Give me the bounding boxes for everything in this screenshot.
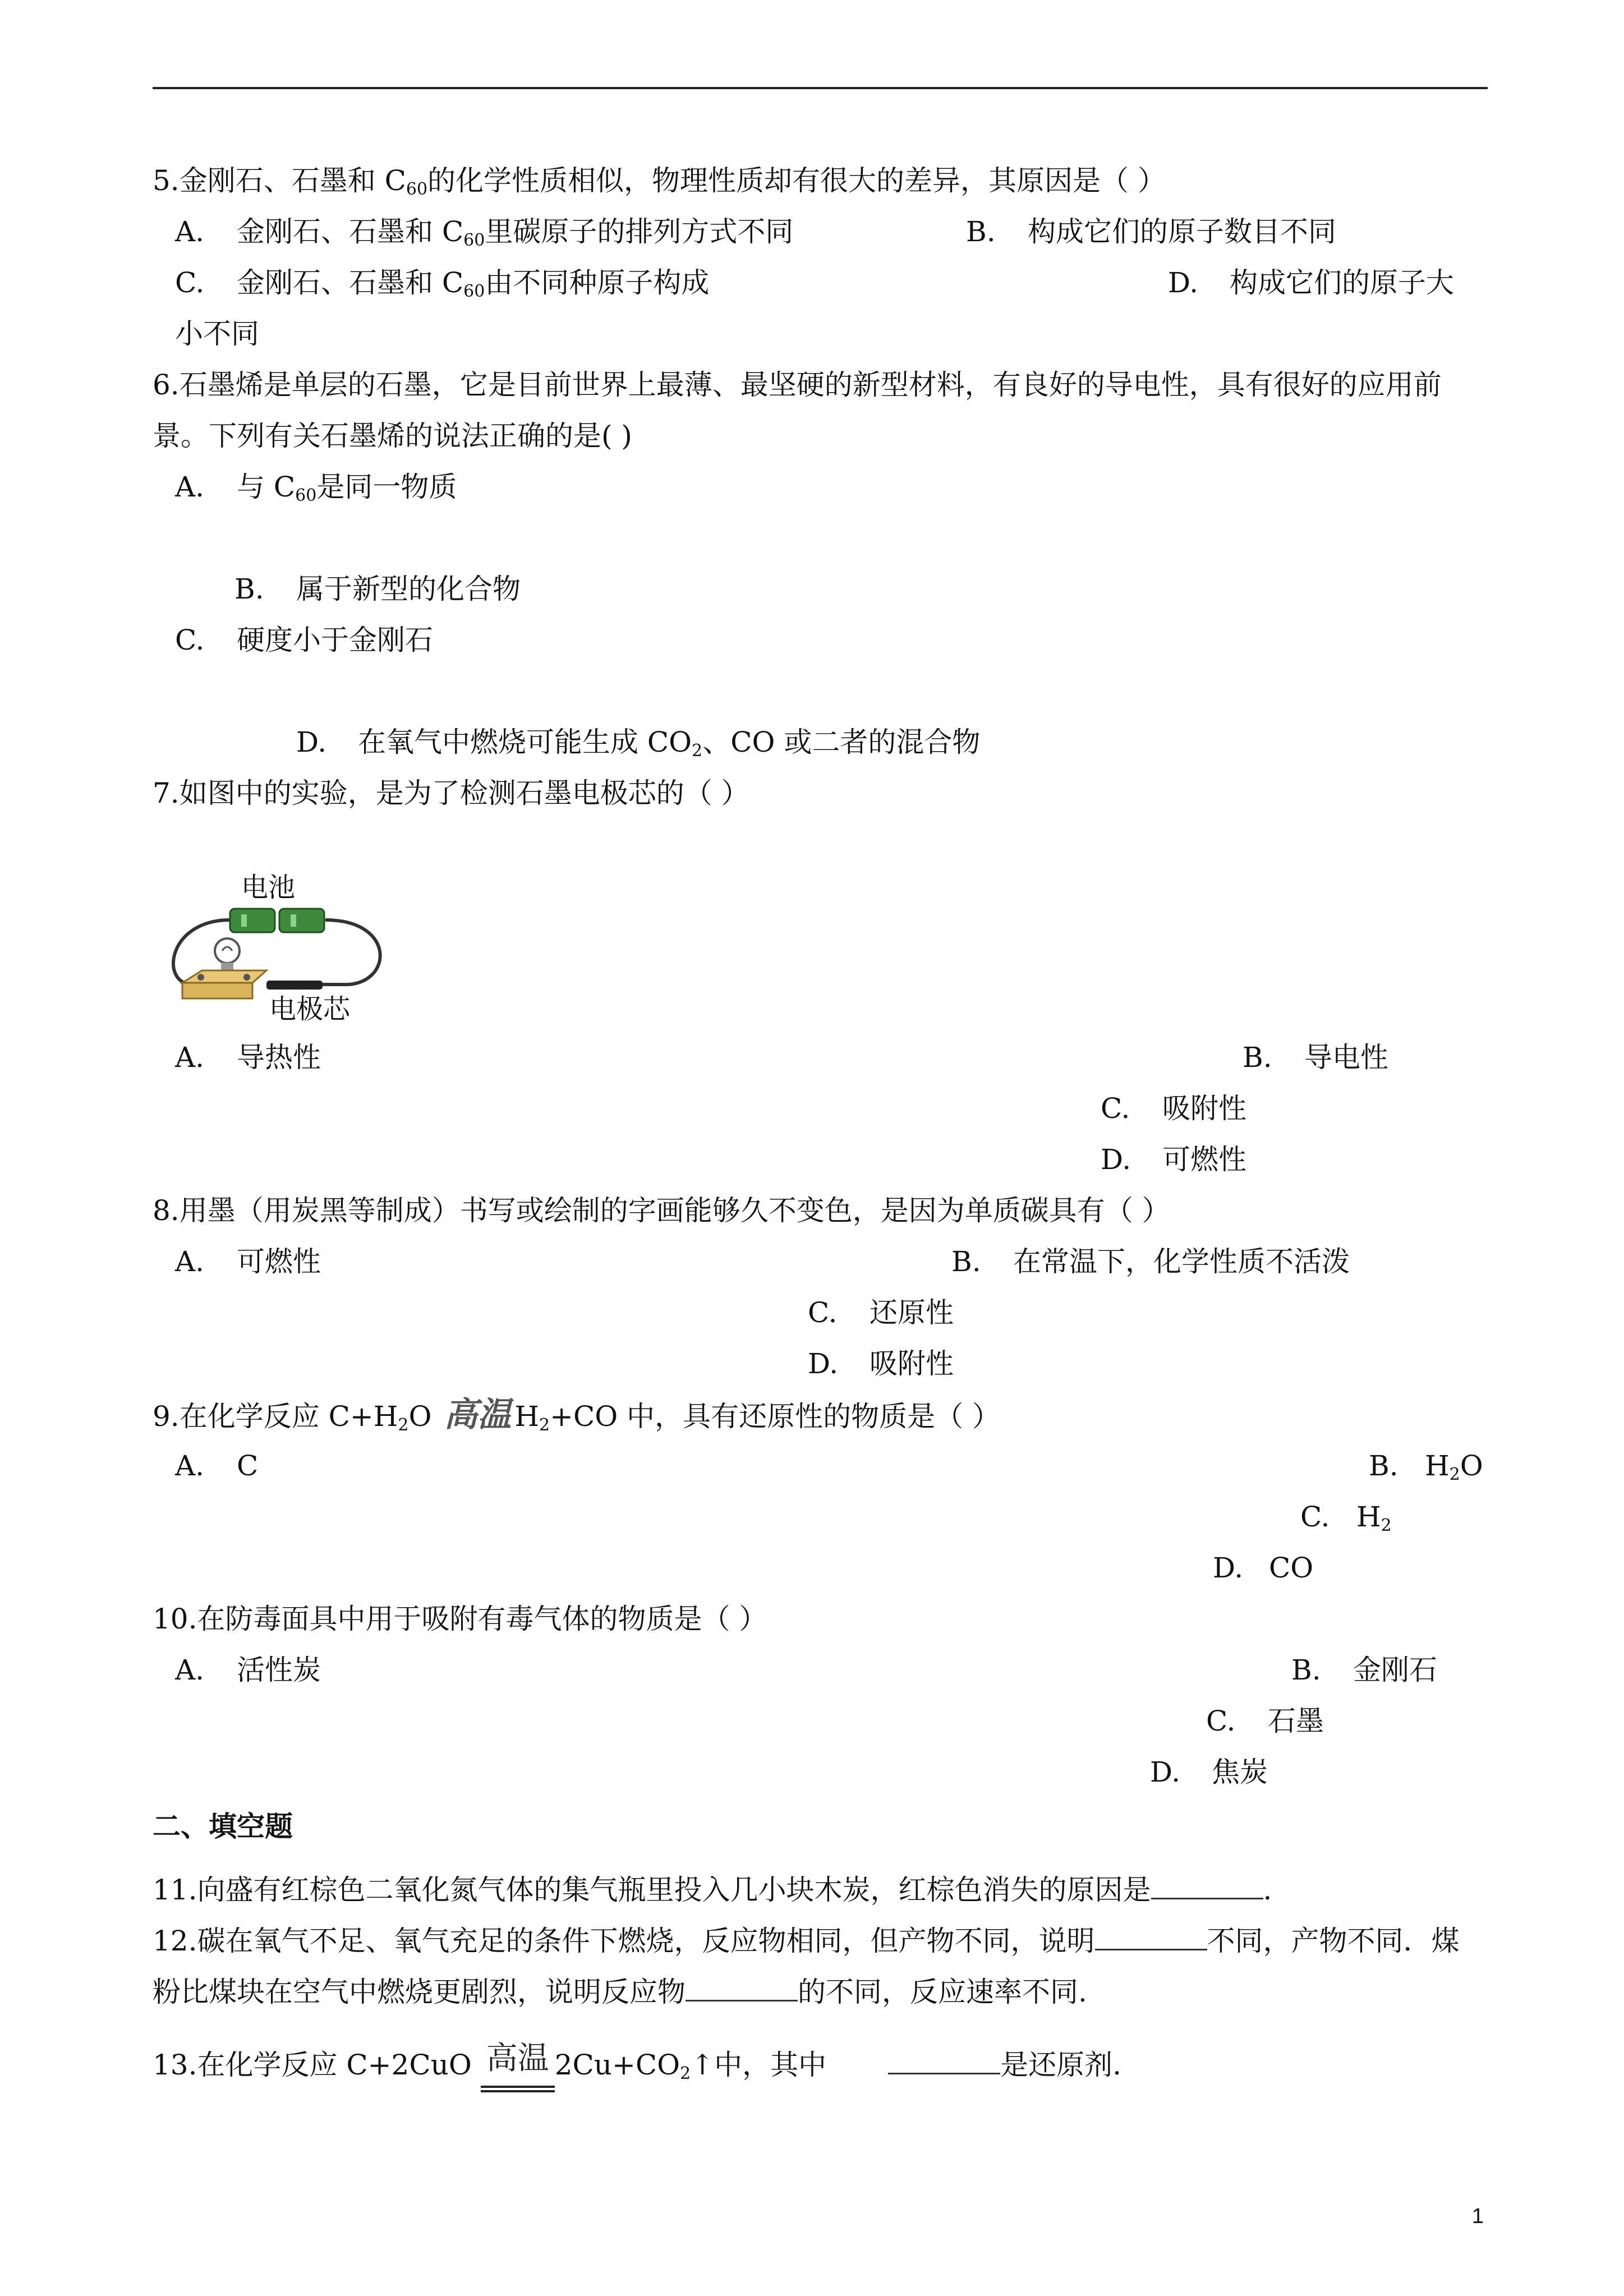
graphite-electrode-icon [266,981,323,990]
question-12-line1: 12.碳在氧气不足、氧气充足的条件下燃烧，反应物相同，但产物不同，说明 不同，产物不同．煤 [153,1925,1460,1957]
q10-option-b: B. 金刚石 [1291,1654,1437,1686]
q8-option-c: C. 还原性 [808,1296,954,1329]
electrode-label: 电极芯 [269,993,351,1021]
q6-option-b: B. 属于新型的化合物 [234,573,521,605]
q5-option-d-continued: 小不同 [175,318,259,350]
q9-option-b: B. $H_2O$ [1369,1450,1483,1484]
reaction-condition-high-temp: 高温 [444,1395,512,1434]
q9-option-a: A. C [175,1450,259,1482]
q5-option-d: D. 构成它们的原子大 [1168,266,1454,299]
question-7-stem: 7.如图中的实验，是为了检测石墨电极芯的（ ） [153,777,749,809]
section-heading-fill-in: 二、填空题 [153,1810,293,1843]
header-rule [153,87,1488,89]
q7-option-a: A. 导热性 [175,1041,321,1074]
q10-option-c: C. 石墨 [1206,1705,1324,1737]
question-11: 11.向盛有红棕色二氧化氮气体的集气瓶里投入几小块木炭，红棕色消失的原因是 . [153,1874,1272,1906]
battery-icon [230,909,324,932]
question-12-line2: 粉比煤块在空气中燃烧更剧烈，说明反应物 的不同，反应速率不同. [153,1976,1087,2008]
q7-option-b: B. 导电性 [1243,1041,1388,1074]
question-13: 13.在化学反应 C+2CuO 高温 $2Cu+CO_2↑$中，其中 是还原剂. [153,2040,1122,2083]
q5-option-a: A. 金刚石、石墨和 $C_{60}$里碳原子的排列方式不同 [175,215,794,250]
q9-option-d: D. CO [1213,1552,1314,1584]
q6-option-d: D. 在氧气中燃烧可能生成 $CO_2$、CO 或二者的混合物 [296,726,981,761]
question-10-stem: 10.在防毒面具中用于吸附有毒气体的物质是（ ） [153,1603,767,1635]
q10-option-a: A. 活性炭 [175,1654,321,1686]
q10-option-d: D. 焦炭 [1150,1756,1268,1788]
bulb-icon [215,938,240,974]
q7-option-d: D. 可燃性 [1101,1143,1246,1176]
q8-option-b: B. 在常温下，化学性质不活泼 [951,1245,1350,1278]
q11-answer-blank[interactable] [1151,1873,1263,1899]
q6-option-c: C. 硬度小于金刚石 [175,624,433,656]
question-8-stem: 8.用墨（用炭黑等制成）书写或绘制的字画能够久不变色，是因为单质碳具有（ ） [153,1194,1170,1227]
page-number: 1 [1471,2205,1484,2228]
q12-answer-blank-1[interactable] [1095,1924,1207,1950]
q8-option-a: A. 可燃性 [175,1245,321,1278]
q12-answer-blank-2[interactable] [686,1975,798,2001]
q5-option-c: C. 金刚石、石墨和 $C_{60}$由不同种原子构成 [175,266,710,301]
question-9-stem: 9.在化学反应 $C+H_2O$ 高温 $H_2+CO$ 中，具有还原性的物质是（ ） [153,1395,1000,1435]
q5-option-b: B. 构成它们的原子数目不同 [966,215,1336,248]
question-6-stem-line1: 6.石墨烯是单层的石墨，它是目前世界上最薄、最坚硬的新型材料，有良好的导电性，具有很好的应用前 [153,369,1442,401]
q13-answer-blank[interactable] [888,2048,1000,2074]
question-6-stem-line2: 景。下列有关石墨烯的说法正确的是( ) [153,420,632,452]
lamp-base-icon [182,970,266,999]
q9-option-c: C. $H_2$ [1300,1501,1392,1535]
question-5-stem: 5.金刚石、石墨和 $C_{60}$的化学性质相似，物理性质却有很大的差异，其原因是（ ） [153,164,1166,199]
q7-option-c: C. 吸附性 [1101,1092,1246,1125]
q6-option-a: A. 与 $C_{60}$是同一物质 [175,471,457,505]
circuit-diagram [157,836,393,1021]
q8-option-d: D. 吸附性 [808,1347,954,1380]
reaction-condition-high-temp: 高温 [486,2040,549,2077]
battery-label: 电池 [241,872,296,903]
